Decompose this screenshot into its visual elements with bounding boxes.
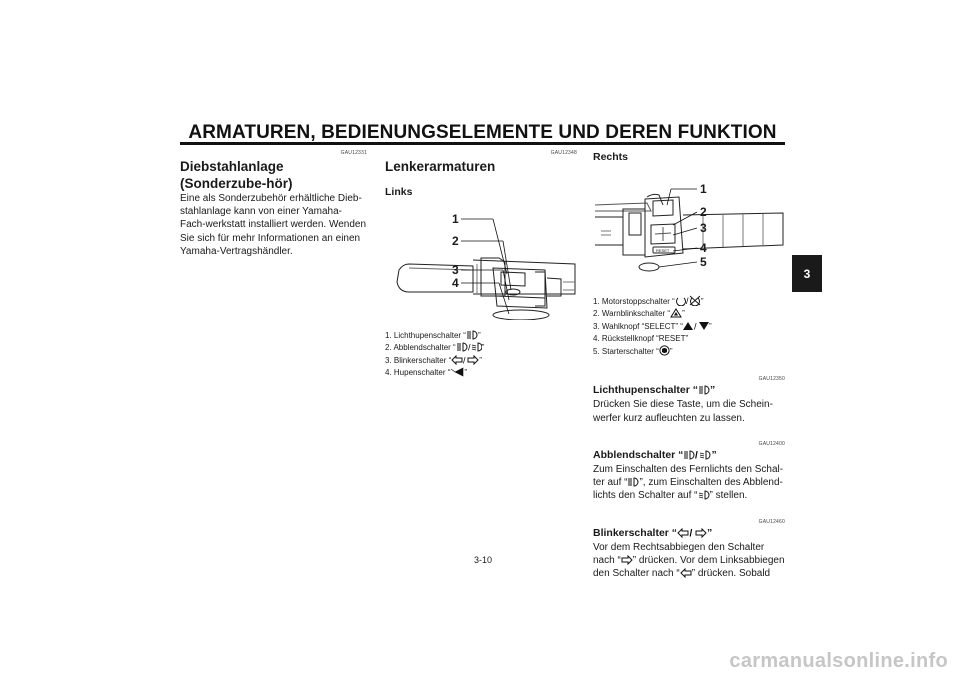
section-title-passing: Lichthupenschalter “ ” <box>593 384 716 397</box>
legend-item: 3. Wahlknopf “SELECT” “ / ” <box>593 321 712 331</box>
turn-signal-icon <box>677 528 707 538</box>
left-handlebar-illustration <box>385 212 577 320</box>
section-code: GAU12460 <box>758 518 785 525</box>
hazard-icon <box>670 308 682 318</box>
subheading-right: Rechts <box>593 151 629 163</box>
left-arrow-icon <box>680 568 692 578</box>
left-legend <box>385 330 577 379</box>
legend-item: 2. Abblendschalter “ / ” <box>385 342 485 353</box>
svg-text:RESET: RESET <box>656 248 670 253</box>
high-low-beam-icon <box>683 450 711 460</box>
high-beam-icon <box>466 330 478 340</box>
svg-text:/: / <box>695 450 699 460</box>
column-handlebar-right <box>593 150 785 580</box>
left-switch-drawing <box>385 212 577 320</box>
svg-text:/: / <box>693 321 697 331</box>
horn-icon <box>450 367 464 377</box>
section-title-dimmer: Abblendschalter “ / ” <box>593 448 717 461</box>
right-handlebar-illustration <box>593 175 785 283</box>
section-code: GAU12348 <box>550 150 577 156</box>
callout-2: 2 <box>700 205 707 219</box>
turn-body: Vor dem Rechtsabbiegen den Schalter nach “ ” drücken. Vor dem Linksabbiegen den Schalter nach “ ” drücken. Sobald <box>593 541 785 579</box>
engine-stop-icon <box>675 295 701 306</box>
section-title-handlebar: Lenkerarmaturen <box>385 159 496 174</box>
passing-body: Drücken Sie diese Taste, um die Schein-werfer kurz aufleuchten zu lassen. <box>593 399 773 424</box>
legend-item: 4. Rückstellknopf “RESET” <box>593 333 689 343</box>
svg-text:/: / <box>689 528 693 538</box>
legend-item: 4. Hupenschalter “ ” <box>385 367 468 377</box>
high-low-beam-icon <box>456 342 482 352</box>
subheading-left: Links <box>385 186 413 198</box>
callout-1: 1 <box>700 182 707 196</box>
right-legend <box>593 295 785 358</box>
anti-theft-body: Eine als Sonderzubehör erhältliche Dieb-stahlanlage kann von einer Yamaha-Fach-werkstatt installiert werden. Wenden Sie sich für mehr Informationen an einen Yamaha-Vertragshändler. <box>180 193 367 257</box>
legend-item: 5. Starterschalter “ ” <box>593 347 673 357</box>
low-beam-icon <box>698 490 710 500</box>
callout-4: 4 <box>452 276 459 290</box>
turn-signal-icon <box>451 355 479 365</box>
header-rule <box>180 142 785 145</box>
section-code: GAU12350 <box>758 376 785 383</box>
right-switch-drawing <box>593 175 785 283</box>
legend-item: 1. Motorstoppschalter “ / ” <box>593 296 704 306</box>
starter-icon <box>659 345 670 356</box>
legend-item: 1. Lichthupenschalter “ ” <box>385 331 481 340</box>
high-beam-icon <box>698 385 710 395</box>
section-title-turn: Blinkerschalter “ / ” <box>593 526 713 539</box>
callout-3: 3 <box>700 221 707 235</box>
callout-1: 1 <box>452 212 459 226</box>
svg-text:/: / <box>685 296 689 306</box>
section-title-anti-theft: Diebstahlanlage (Sonderzube-hör) <box>180 159 293 191</box>
column-handlebar-left <box>385 150 577 379</box>
select-up-down-icon <box>683 321 709 331</box>
callout-2: 2 <box>452 234 459 248</box>
section-code: GAU12400 <box>758 440 785 447</box>
legend-item: 3. Blinkerschalter “ / ” <box>385 355 482 365</box>
svg-text:/: / <box>467 342 471 353</box>
chapter-tab[interactable]: 3 <box>792 255 822 292</box>
section-code: GAU12331 <box>340 150 367 156</box>
callout-5: 5 <box>700 255 707 269</box>
high-beam-icon <box>627 477 639 487</box>
dimmer-body: Zum Einschalten des Fernlichts den Schal-ter auf “ ”, zum Einschalten des Abblend-lichts den Schalter auf “ ” stellen. <box>593 463 784 502</box>
callout-3: 3 <box>452 263 459 277</box>
legend-item: 2. Warnblinkschalter “ ” <box>593 309 685 319</box>
watermark: carmanualsonline.info <box>729 650 948 672</box>
right-arrow-icon <box>621 555 633 565</box>
svg-text:/: / <box>463 355 466 365</box>
page-number: 3-10 <box>473 555 492 565</box>
column-anti-theft <box>180 150 367 258</box>
page-header: ARMATUREN, BEDIENUNGSELEMENTE UND DEREN FUNKTION <box>188 122 777 143</box>
callout-4: 4 <box>700 241 707 255</box>
